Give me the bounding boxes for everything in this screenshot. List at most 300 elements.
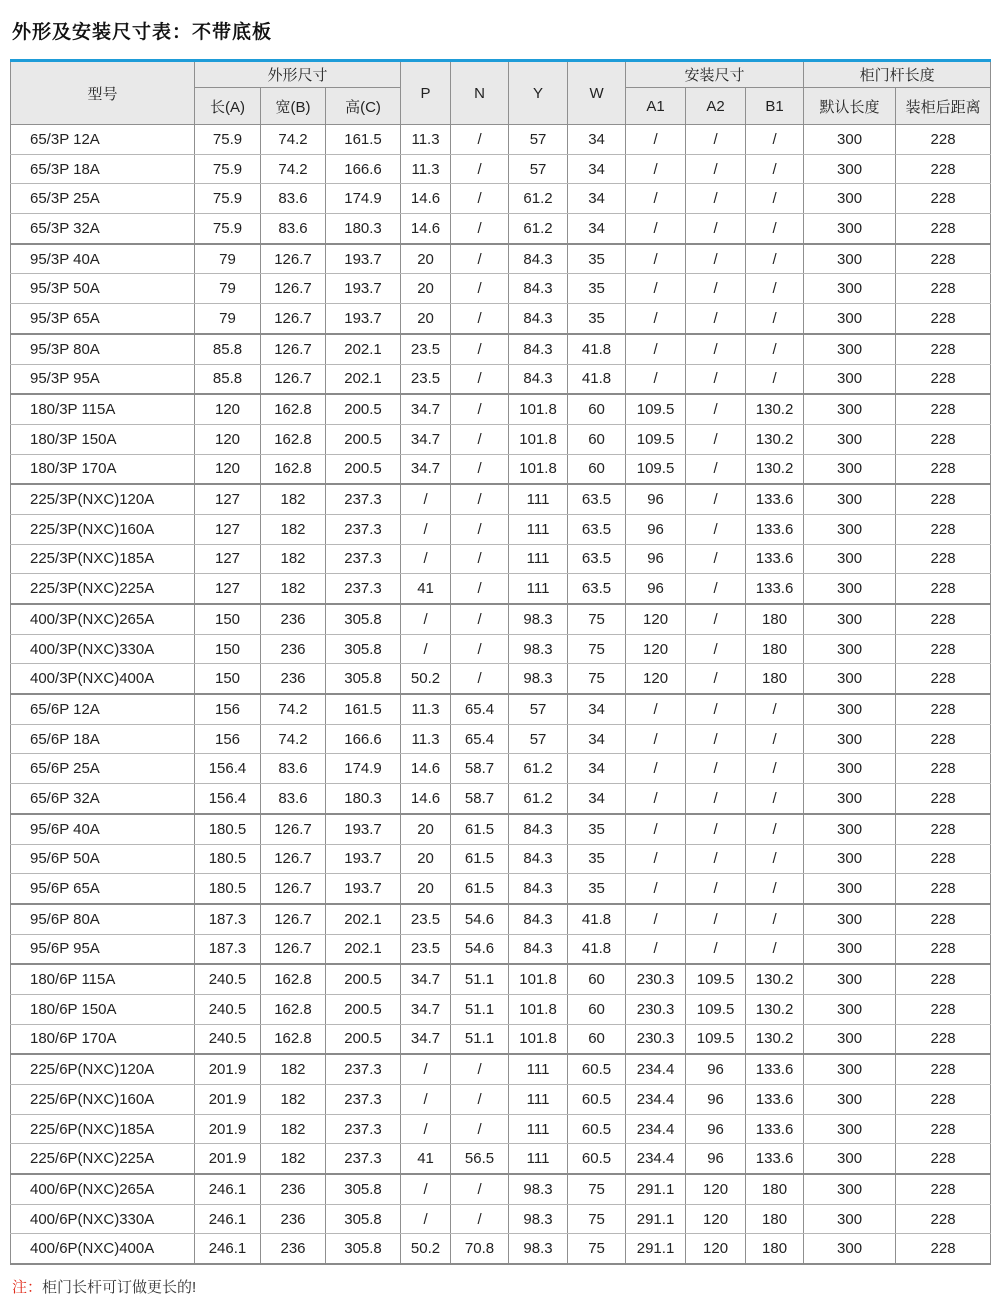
value-cell: 120 xyxy=(626,634,686,664)
value-cell: 202.1 xyxy=(326,934,401,964)
value-cell: 236 xyxy=(261,664,326,694)
value-cell: 228 xyxy=(896,664,991,694)
value-cell: 70.8 xyxy=(451,1234,509,1264)
table-row xyxy=(11,1144,991,1174)
table-row xyxy=(11,874,991,904)
value-cell: / xyxy=(451,214,509,244)
table-row xyxy=(11,454,991,484)
value-cell: 228 xyxy=(896,1114,991,1144)
value-cell: 63.5 xyxy=(568,484,626,514)
value-cell: 300 xyxy=(804,964,896,994)
value-cell: 120 xyxy=(686,1234,746,1264)
value-cell: / xyxy=(686,604,746,634)
model-cell: 95/6P 40A xyxy=(11,814,195,844)
value-cell: / xyxy=(686,184,746,214)
value-cell: 230.3 xyxy=(626,1024,686,1054)
value-cell: 236 xyxy=(261,634,326,664)
footnote-text: 柜门长杆可订做更长的! xyxy=(42,1279,197,1297)
value-cell: / xyxy=(746,694,804,724)
value-cell: 63.5 xyxy=(568,514,626,544)
value-cell: 182 xyxy=(261,1054,326,1084)
value-cell: / xyxy=(746,874,804,904)
model-cell: 400/6P(NXC)265A xyxy=(11,1174,195,1204)
value-cell: 51.1 xyxy=(451,1024,509,1054)
table-row xyxy=(11,364,991,394)
value-cell: 228 xyxy=(896,994,991,1024)
value-cell: 228 xyxy=(896,454,991,484)
table-row xyxy=(11,574,991,604)
value-cell: 133.6 xyxy=(746,544,804,574)
value-cell: 130.2 xyxy=(746,394,804,424)
value-cell: 300 xyxy=(804,214,896,244)
value-cell: 305.8 xyxy=(326,604,401,634)
header-group-row xyxy=(11,61,991,88)
value-cell: 75.9 xyxy=(195,184,261,214)
value-cell: 75.9 xyxy=(195,154,261,184)
value-cell: / xyxy=(686,514,746,544)
model-cell: 225/3P(NXC)160A xyxy=(11,514,195,544)
table-row xyxy=(11,214,991,244)
value-cell: / xyxy=(626,184,686,214)
value-cell: 98.3 xyxy=(509,1204,568,1234)
value-cell: / xyxy=(401,1054,451,1084)
value-cell: 34 xyxy=(568,184,626,214)
value-cell: 228 xyxy=(896,814,991,844)
value-cell: 228 xyxy=(896,394,991,424)
value-cell: 84.3 xyxy=(509,364,568,394)
value-cell: 101.8 xyxy=(509,454,568,484)
value-cell: 200.5 xyxy=(326,964,401,994)
value-cell: 14.6 xyxy=(401,754,451,784)
value-cell: 83.6 xyxy=(261,754,326,784)
value-cell: 236 xyxy=(261,1204,326,1234)
value-cell: / xyxy=(746,334,804,364)
value-cell: 120 xyxy=(195,424,261,454)
table-row xyxy=(11,784,991,814)
value-cell: 111 xyxy=(509,1114,568,1144)
value-cell: 96 xyxy=(626,514,686,544)
value-cell: 300 xyxy=(804,844,896,874)
value-cell: 234.4 xyxy=(626,1144,686,1174)
value-cell: 300 xyxy=(804,724,896,754)
value-cell: 300 xyxy=(804,154,896,184)
value-cell: 228 xyxy=(896,1144,991,1174)
value-cell: / xyxy=(686,424,746,454)
value-cell: 34.7 xyxy=(401,994,451,1024)
value-cell: 126.7 xyxy=(261,844,326,874)
value-cell: / xyxy=(746,904,804,934)
table-header xyxy=(11,61,991,125)
model-cell: 95/6P 95A xyxy=(11,934,195,964)
value-cell: 193.7 xyxy=(326,304,401,334)
value-cell: 246.1 xyxy=(195,1204,261,1234)
value-cell: / xyxy=(686,784,746,814)
table-row xyxy=(11,274,991,304)
value-cell: 61.5 xyxy=(451,814,509,844)
value-cell: 79 xyxy=(195,244,261,274)
value-cell: 133.6 xyxy=(746,1054,804,1084)
value-cell: 300 xyxy=(804,1024,896,1054)
value-cell: 20 xyxy=(401,304,451,334)
value-cell: 14.6 xyxy=(401,214,451,244)
value-cell: 237.3 xyxy=(326,1114,401,1144)
value-cell: 228 xyxy=(896,844,991,874)
value-cell: 166.6 xyxy=(326,154,401,184)
value-cell: 34 xyxy=(568,724,626,754)
value-cell: / xyxy=(451,125,509,155)
value-cell: 126.7 xyxy=(261,874,326,904)
table-row xyxy=(11,844,991,874)
value-cell: 20 xyxy=(401,874,451,904)
value-cell: 228 xyxy=(896,1024,991,1054)
value-cell: 180 xyxy=(746,1204,804,1234)
header-distance-after-install: 装柜后距离 xyxy=(896,88,991,125)
header-a2: A2 xyxy=(686,88,746,125)
value-cell: 228 xyxy=(896,184,991,214)
model-cell: 180/6P 150A xyxy=(11,994,195,1024)
value-cell: / xyxy=(686,334,746,364)
value-cell: 162.8 xyxy=(261,394,326,424)
value-cell: 109.5 xyxy=(686,964,746,994)
table-row xyxy=(11,724,991,754)
header-install-group: 安装尺寸 xyxy=(626,61,804,88)
value-cell: 84.3 xyxy=(509,904,568,934)
value-cell: 300 xyxy=(804,694,896,724)
value-cell: / xyxy=(626,274,686,304)
value-cell: / xyxy=(626,904,686,934)
value-cell: / xyxy=(746,364,804,394)
value-cell: 300 xyxy=(804,634,896,664)
model-cell: 180/6P 170A xyxy=(11,1024,195,1054)
model-cell: 95/3P 80A xyxy=(11,334,195,364)
value-cell: 230.3 xyxy=(626,964,686,994)
value-cell: 228 xyxy=(896,274,991,304)
value-cell: 291.1 xyxy=(626,1174,686,1204)
value-cell: 98.3 xyxy=(509,634,568,664)
value-cell: / xyxy=(686,874,746,904)
value-cell: 174.9 xyxy=(326,754,401,784)
value-cell: / xyxy=(626,724,686,754)
value-cell: 228 xyxy=(896,1204,991,1234)
value-cell: 96 xyxy=(626,574,686,604)
value-cell: 228 xyxy=(896,904,991,934)
value-cell: 34 xyxy=(568,125,626,155)
value-cell: 75 xyxy=(568,1234,626,1264)
value-cell: / xyxy=(686,664,746,694)
value-cell: 300 xyxy=(804,125,896,155)
model-cell: 180/3P 170A xyxy=(11,454,195,484)
value-cell: 201.9 xyxy=(195,1085,261,1115)
value-cell: 300 xyxy=(804,334,896,364)
value-cell: 34 xyxy=(568,694,626,724)
value-cell: 74.2 xyxy=(261,125,326,155)
value-cell: 11.3 xyxy=(401,724,451,754)
value-cell: 228 xyxy=(896,784,991,814)
value-cell: / xyxy=(746,125,804,155)
value-cell: / xyxy=(746,184,804,214)
value-cell: / xyxy=(626,364,686,394)
value-cell: 126.7 xyxy=(261,364,326,394)
value-cell: 34 xyxy=(568,214,626,244)
value-cell: 34.7 xyxy=(401,454,451,484)
table-row xyxy=(11,904,991,934)
value-cell: / xyxy=(626,814,686,844)
value-cell: 57 xyxy=(509,724,568,754)
value-cell: 109.5 xyxy=(686,1024,746,1054)
value-cell: 182 xyxy=(261,484,326,514)
model-cell: 225/6P(NXC)225A xyxy=(11,1144,195,1174)
value-cell: 150 xyxy=(195,664,261,694)
value-cell: 58.7 xyxy=(451,754,509,784)
value-cell: / xyxy=(686,904,746,934)
value-cell: 14.6 xyxy=(401,184,451,214)
value-cell: / xyxy=(686,724,746,754)
model-cell: 400/3P(NXC)330A xyxy=(11,634,195,664)
header-width-b: 宽(B) xyxy=(261,88,326,125)
value-cell: 133.6 xyxy=(746,1085,804,1115)
table-row xyxy=(11,604,991,634)
value-cell: / xyxy=(401,1204,451,1234)
value-cell: / xyxy=(451,664,509,694)
table-row xyxy=(11,484,991,514)
value-cell: 202.1 xyxy=(326,334,401,364)
value-cell: 200.5 xyxy=(326,394,401,424)
value-cell: 156.4 xyxy=(195,784,261,814)
value-cell: / xyxy=(451,544,509,574)
value-cell: 133.6 xyxy=(746,574,804,604)
value-cell: 228 xyxy=(896,934,991,964)
value-cell: / xyxy=(686,154,746,184)
value-cell: 300 xyxy=(804,1234,896,1264)
value-cell: / xyxy=(626,334,686,364)
value-cell: 54.6 xyxy=(451,934,509,964)
value-cell: 126.7 xyxy=(261,814,326,844)
value-cell: 193.7 xyxy=(326,814,401,844)
value-cell: 228 xyxy=(896,604,991,634)
value-cell: / xyxy=(626,214,686,244)
value-cell: 74.2 xyxy=(261,724,326,754)
value-cell: 111 xyxy=(509,1085,568,1115)
value-cell: 85.8 xyxy=(195,334,261,364)
value-cell: 60 xyxy=(568,994,626,1024)
value-cell: 98.3 xyxy=(509,1174,568,1204)
value-cell: 180 xyxy=(746,634,804,664)
value-cell: / xyxy=(451,394,509,424)
value-cell: 228 xyxy=(896,574,991,604)
table-row xyxy=(11,1024,991,1054)
value-cell: 75.9 xyxy=(195,214,261,244)
value-cell: 120 xyxy=(195,454,261,484)
value-cell: 305.8 xyxy=(326,1174,401,1204)
value-cell: / xyxy=(401,544,451,574)
value-cell: / xyxy=(686,214,746,244)
footnote-prefix: 注： xyxy=(12,1279,43,1297)
value-cell: 101.8 xyxy=(509,964,568,994)
value-cell: 237.3 xyxy=(326,544,401,574)
header-n: N xyxy=(451,61,509,125)
value-cell: 156 xyxy=(195,724,261,754)
value-cell: 201.9 xyxy=(195,1144,261,1174)
table-row xyxy=(11,334,991,364)
value-cell: 120 xyxy=(686,1174,746,1204)
header-w: W xyxy=(568,61,626,125)
table-row xyxy=(11,1204,991,1234)
value-cell: 61.5 xyxy=(451,844,509,874)
value-cell: 300 xyxy=(804,1054,896,1084)
table-row xyxy=(11,1174,991,1204)
header-b1: B1 xyxy=(746,88,804,125)
value-cell: 60 xyxy=(568,454,626,484)
value-cell: 111 xyxy=(509,484,568,514)
value-cell: 127 xyxy=(195,514,261,544)
value-cell: / xyxy=(451,1085,509,1115)
model-cell: 65/6P 12A xyxy=(11,694,195,724)
value-cell: / xyxy=(746,784,804,814)
value-cell: 41 xyxy=(401,1144,451,1174)
value-cell: / xyxy=(401,484,451,514)
value-cell: 228 xyxy=(896,154,991,184)
value-cell: 240.5 xyxy=(195,964,261,994)
value-cell: 300 xyxy=(804,1114,896,1144)
value-cell: 150 xyxy=(195,634,261,664)
value-cell: 182 xyxy=(261,1085,326,1115)
value-cell: 120 xyxy=(195,394,261,424)
value-cell: 237.3 xyxy=(326,484,401,514)
table-row xyxy=(11,964,991,994)
value-cell: 101.8 xyxy=(509,394,568,424)
table-row xyxy=(11,184,991,214)
table-row xyxy=(11,244,991,274)
value-cell: 84.3 xyxy=(509,844,568,874)
value-cell: 75 xyxy=(568,1174,626,1204)
value-cell: 98.3 xyxy=(509,604,568,634)
value-cell: 300 xyxy=(804,934,896,964)
value-cell: 51.1 xyxy=(451,964,509,994)
value-cell: 63.5 xyxy=(568,544,626,574)
value-cell: / xyxy=(746,934,804,964)
value-cell: 237.3 xyxy=(326,514,401,544)
table-row xyxy=(11,634,991,664)
value-cell: / xyxy=(746,814,804,844)
value-cell: 300 xyxy=(804,244,896,274)
value-cell: 84.3 xyxy=(509,874,568,904)
table-row xyxy=(11,1114,991,1144)
value-cell: / xyxy=(451,604,509,634)
value-cell: 180.5 xyxy=(195,814,261,844)
value-cell: 23.5 xyxy=(401,904,451,934)
value-cell: 11.3 xyxy=(401,694,451,724)
value-cell: / xyxy=(746,274,804,304)
value-cell: 84.3 xyxy=(509,334,568,364)
value-cell: 57 xyxy=(509,154,568,184)
value-cell: 20 xyxy=(401,844,451,874)
value-cell: / xyxy=(626,844,686,874)
value-cell: 85.8 xyxy=(195,364,261,394)
value-cell: / xyxy=(451,1204,509,1234)
value-cell: / xyxy=(746,214,804,244)
value-cell: 193.7 xyxy=(326,244,401,274)
value-cell: / xyxy=(686,634,746,664)
value-cell: 162.8 xyxy=(261,424,326,454)
value-cell: 150 xyxy=(195,604,261,634)
value-cell: 300 xyxy=(804,184,896,214)
value-cell: / xyxy=(746,154,804,184)
value-cell: 300 xyxy=(804,754,896,784)
value-cell: / xyxy=(626,784,686,814)
value-cell: 34.7 xyxy=(401,1024,451,1054)
table-row xyxy=(11,1085,991,1115)
value-cell: 61.2 xyxy=(509,784,568,814)
value-cell: / xyxy=(451,274,509,304)
value-cell: 61.2 xyxy=(509,754,568,784)
value-cell: 84.3 xyxy=(509,244,568,274)
value-cell: 202.1 xyxy=(326,364,401,394)
value-cell: 60 xyxy=(568,964,626,994)
value-cell: 84.3 xyxy=(509,814,568,844)
value-cell: 23.5 xyxy=(401,334,451,364)
value-cell: 228 xyxy=(896,694,991,724)
value-cell: / xyxy=(686,934,746,964)
value-cell: 300 xyxy=(804,514,896,544)
value-cell: 182 xyxy=(261,574,326,604)
header-a1: A1 xyxy=(626,88,686,125)
value-cell: 60 xyxy=(568,394,626,424)
table-row xyxy=(11,814,991,844)
value-cell: 228 xyxy=(896,1054,991,1084)
value-cell: 180.3 xyxy=(326,784,401,814)
value-cell: 61.2 xyxy=(509,214,568,244)
value-cell: / xyxy=(451,1114,509,1144)
table-row xyxy=(11,125,991,155)
value-cell: 41.8 xyxy=(568,364,626,394)
value-cell: / xyxy=(451,1174,509,1204)
value-cell: 111 xyxy=(509,574,568,604)
value-cell: 182 xyxy=(261,514,326,544)
value-cell: 228 xyxy=(896,304,991,334)
value-cell: 187.3 xyxy=(195,904,261,934)
value-cell: / xyxy=(746,244,804,274)
value-cell: 162.8 xyxy=(261,964,326,994)
value-cell: 101.8 xyxy=(509,1024,568,1054)
table-row xyxy=(11,694,991,724)
value-cell: 300 xyxy=(804,784,896,814)
value-cell: 41 xyxy=(401,574,451,604)
value-cell: 228 xyxy=(896,364,991,394)
value-cell: / xyxy=(686,394,746,424)
value-cell: / xyxy=(451,154,509,184)
header-outline-group: 外形尺寸 xyxy=(195,61,401,88)
value-cell: 75 xyxy=(568,1204,626,1234)
value-cell: 236 xyxy=(261,1174,326,1204)
value-cell: 60 xyxy=(568,1024,626,1054)
value-cell: / xyxy=(686,364,746,394)
value-cell: 240.5 xyxy=(195,1024,261,1054)
value-cell: 34 xyxy=(568,754,626,784)
value-cell: / xyxy=(746,724,804,754)
value-cell: 300 xyxy=(804,394,896,424)
value-cell: 234.4 xyxy=(626,1085,686,1115)
value-cell: / xyxy=(401,634,451,664)
value-cell: 50.2 xyxy=(401,1234,451,1264)
value-cell: 60 xyxy=(568,424,626,454)
value-cell: 35 xyxy=(568,814,626,844)
table-row xyxy=(11,154,991,184)
value-cell: 300 xyxy=(804,1144,896,1174)
value-cell: 60.5 xyxy=(568,1114,626,1144)
value-cell: / xyxy=(626,304,686,334)
table-row xyxy=(11,1234,991,1264)
model-cell: 95/6P 65A xyxy=(11,874,195,904)
